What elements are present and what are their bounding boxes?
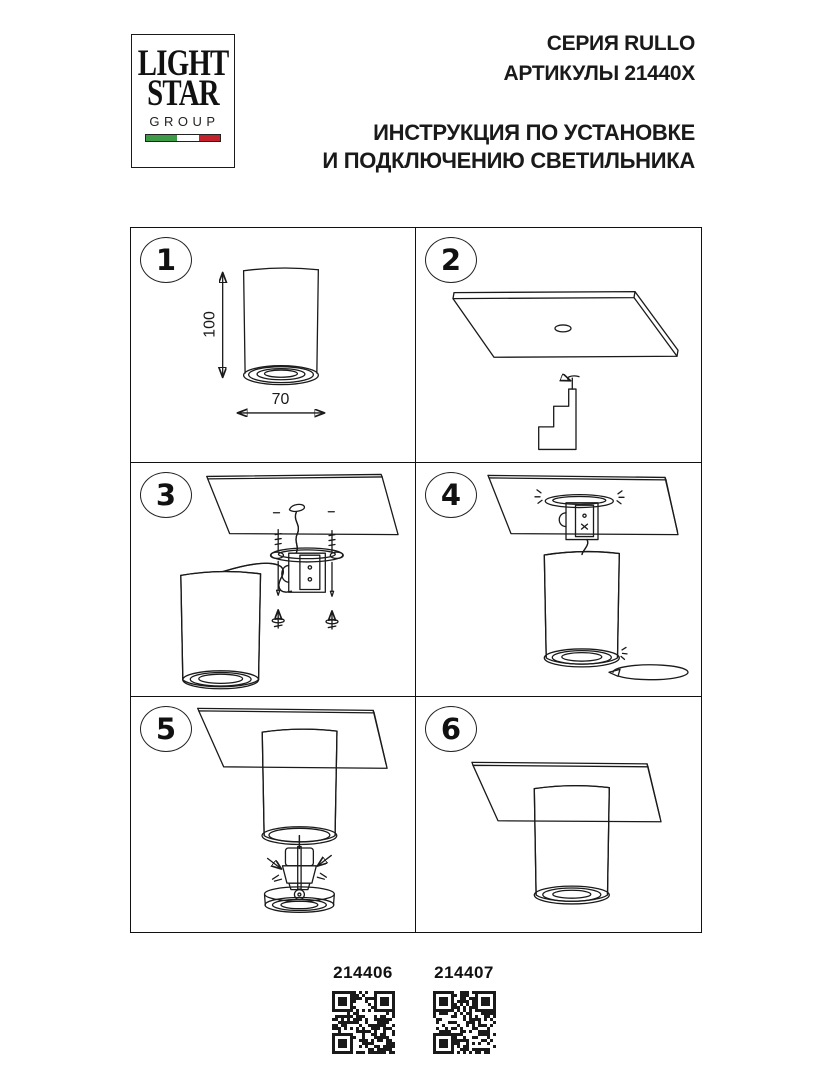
logo-word-star: STAR	[147, 73, 219, 114]
ceiling-panel	[453, 292, 678, 358]
luminaire-cylinder	[544, 551, 627, 666]
dim-height-label: 100	[201, 311, 219, 338]
instruction-title	[322, 119, 695, 175]
article-qr-block	[311, 963, 415, 1059]
article-code: 214406	[333, 963, 393, 982]
height-dimension	[202, 274, 223, 376]
step-number-badge: 2	[425, 237, 477, 283]
ceiling-panel	[472, 763, 661, 822]
step-number-badge: 6	[425, 706, 477, 752]
ceiling-panel	[198, 709, 387, 769]
connection-wire	[224, 563, 292, 592]
instruction-line-1: ИНСТРУКЦИЯ ПО УСТАНОВКЕ	[373, 120, 695, 145]
dim-width-label: 70	[271, 391, 290, 408]
steps-grid	[130, 227, 702, 933]
flag-white	[177, 135, 199, 141]
articles-title: АРТИКУЛЫ 21440X	[503, 62, 695, 85]
drill-hole	[555, 325, 571, 332]
logo-word-light: LIGHT	[137, 43, 229, 84]
step-number-badge: 4	[425, 472, 477, 518]
flag-red	[199, 135, 220, 141]
step-6-panel	[416, 697, 701, 932]
width-dimension	[239, 391, 324, 413]
qr-code	[433, 991, 496, 1054]
article-qr-block	[412, 963, 516, 1059]
step-drill	[539, 376, 579, 450]
step-1-panel	[131, 228, 416, 463]
logo-word-group: GROUP	[149, 114, 220, 129]
instruction-line-2: И ПОДКЛЮЧЕНИЮ СВЕТИЛЬНИКА	[322, 148, 695, 173]
step-number-badge: 1	[140, 237, 192, 283]
luminaire-cylinder	[181, 571, 261, 688]
step-4-panel	[416, 463, 701, 698]
rotation-arrow	[609, 664, 688, 679]
lamp-bulb	[265, 836, 335, 913]
step-2-panel	[416, 228, 701, 463]
step-number-badge: 3	[140, 472, 192, 518]
lightstar-logo	[131, 34, 235, 168]
luminaire-cylinder	[534, 786, 609, 904]
step-5-panel	[131, 697, 416, 932]
screw-turn-symbols	[272, 611, 338, 629]
italian-flag-bar	[145, 134, 221, 142]
flag-green	[146, 135, 177, 141]
cylinder-drawing	[244, 268, 319, 385]
hanging-wire	[289, 504, 304, 552]
step-3-panel	[131, 463, 416, 698]
qr-code	[332, 991, 395, 1054]
article-code: 214407	[434, 963, 494, 982]
series-title: СЕРИЯ RULLO	[546, 32, 695, 55]
luminaire-cylinder	[262, 729, 337, 844]
document-title	[322, 29, 695, 175]
step-number-badge: 5	[140, 706, 192, 752]
